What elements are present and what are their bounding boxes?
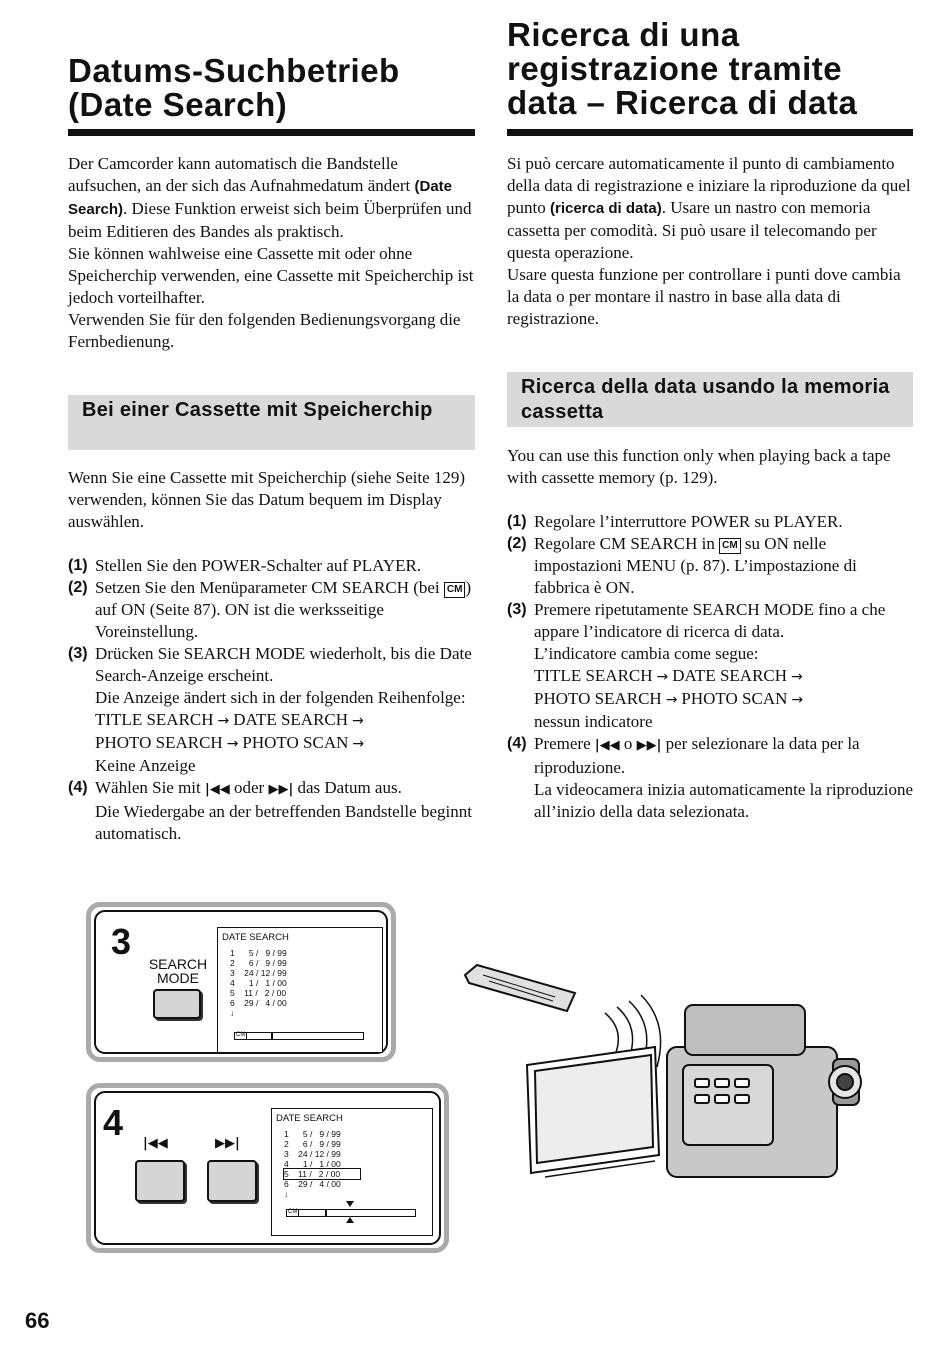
date-row: 1 5 / 9 / 99 bbox=[284, 1129, 341, 1139]
date-row: 4 1 / 1 / 00 bbox=[230, 978, 287, 988]
date-row: 6 29 / 4 / 00 bbox=[230, 998, 287, 1008]
previous-icon: |◀◀ bbox=[205, 782, 230, 797]
date-row: 4 1 / 1 / 00 bbox=[284, 1159, 341, 1169]
date-search-screen: DATE SEARCH 1 5 / 9 / 99 2 6 / 9 / 99 3 24 / 12 / 99 4 1 / 1 / 00 5 11 / 2 / 00 6 29 / 4 / 00 ↓ CM bbox=[271, 1108, 433, 1236]
search-mode-button[interactable] bbox=[153, 989, 201, 1019]
arrow-right-icon: → bbox=[352, 736, 365, 752]
figure-panel-step-4 bbox=[86, 1083, 449, 1253]
date-row: 5 11 / 2 / 00 bbox=[284, 1169, 360, 1179]
search-mode-label: SEARCH MODE bbox=[148, 956, 208, 986]
cassette-memory-icon: CM bbox=[444, 582, 466, 598]
arrow-right-icon: → bbox=[217, 713, 230, 729]
intro-paragraph-de: Der Camcorder kann automatisch die Bandstelle aufsuchen, an der sich das Aufnahmedatum ändert (Date Search). Diese Funktion erweist sich beim Überprüfen und beim Editieren des Bandes als praktisch. bbox=[68, 154, 472, 241]
more-arrow-icon: ↓ bbox=[230, 1008, 235, 1018]
intro-paragraph-2-de: Sie können wahlweise eine Cassette mit oder ohne Speicherchip verwenden, eine Cassette mit Speicherchip ist jedoch vorteilhafter. bbox=[68, 244, 474, 307]
position-marker-icon bbox=[346, 1201, 354, 1207]
title-rule-it bbox=[507, 129, 913, 136]
remote-control-icon bbox=[465, 965, 575, 1011]
sub-intro-de: Wenn Sie eine Cassette mit Speicherchip (siehe Seite 129) verwenden, können Sie das Datum bequem im Display auswählen. bbox=[68, 468, 466, 531]
arrow-right-icon: → bbox=[226, 736, 239, 752]
arrow-right-icon: → bbox=[791, 669, 803, 685]
figure-panel-step-3 bbox=[86, 902, 396, 1062]
page-number: 66 bbox=[25, 1308, 50, 1333]
arrow-right-icon: → bbox=[791, 692, 804, 708]
previous-icon: |◀◀ bbox=[143, 1136, 168, 1151]
date-row: 2 6 / 9 / 99 bbox=[284, 1139, 341, 1149]
intro-paragraph-3-de: Verwenden Sie für den folgenden Bedienungsvorgang die Fernbedienung. bbox=[68, 310, 461, 351]
intro-paragraph-it: Si può cercare automaticamente il punto di cambiamento della data di registrazione e iniziare la riproduzione da quel punto (ricerca di data). Usare un nastro con memoria cassetta per comodità. Si può usare il telecomando per questa operazione. bbox=[507, 154, 911, 262]
sub-intro-it: You can use this function only when playing back a tape with cassette memory (p. 129). bbox=[507, 446, 891, 487]
step-4-de: (4) Wählen Sie mit |◀◀ oder ▶▶| das Datum aus. Die Wiedergabe an der betreffenden Bandstelle beginnt automatisch. bbox=[68, 778, 472, 843]
step-3-it: (3) Premere ripetutamente SEARCH MODE fino a che appare l’indicatore di ricerca di data. L’indicatore cambia come segue: TITLE SEARCH → DATE SEARCH → PHOTO SEARCH → PHOTO SCAN → nessun indicatore bbox=[507, 600, 886, 731]
page-title-it: Ricerca di una registrazione tramite data – Ricerca di data bbox=[507, 16, 858, 121]
arrow-right-icon: → bbox=[352, 713, 364, 729]
next-icon: ▶▶| bbox=[636, 738, 662, 753]
date-list bbox=[230, 948, 287, 1018]
cassette-bar bbox=[286, 1209, 416, 1217]
date-row: 6 29 / 4 / 00 bbox=[284, 1179, 341, 1189]
step-2-de: (2) Setzen Sie den Menüparameter CM SEARCH (bei CM ) auf ON (Seite 87). ON ist die werksseitige Voreinstellung. bbox=[68, 578, 472, 641]
next-button[interactable] bbox=[207, 1160, 257, 1202]
more-arrow-icon: ↓ bbox=[284, 1189, 289, 1199]
arrow-right-icon: → bbox=[665, 692, 678, 708]
position-marker-icon bbox=[346, 1217, 354, 1223]
panel-number: 3 bbox=[111, 921, 132, 962]
date-row: 5 11 / 2 / 00 bbox=[230, 988, 287, 998]
cassette-bar bbox=[234, 1032, 364, 1040]
next-icon: ▶▶| bbox=[215, 1136, 240, 1151]
subheading-de: Bei einer Cassette mit Speicherchip bbox=[68, 395, 475, 450]
step-4-it: (4) Premere |◀◀ o ▶▶| per selezionare la data per la riproduzione. La videocamera inizia automaticamente la riproduzione all’inizio della data selezionata. bbox=[507, 734, 914, 821]
step-2-it: (2) Regolare CM SEARCH in CM su ON nelle impostazioni MENU (p. 87). L’impostazione di fabbrica è ON. bbox=[507, 534, 857, 597]
intro-paragraph-2-it: Usare questa funzione per controllare i punti dove cambia la data o per montare il nastro in base alla data di registrazione. bbox=[507, 265, 901, 328]
cassette-memory-icon: CM bbox=[288, 1209, 298, 1215]
date-list bbox=[284, 1129, 360, 1199]
cassette-memory-icon: CM bbox=[719, 538, 741, 554]
next-icon: ▶▶| bbox=[268, 782, 294, 797]
step-3-de: (3) Drücken Sie SEARCH MODE wiederholt, bis die Date Search-Anzeige erscheint. Die Anzeige ändert sich in der folgenden Reihenfolge: TITLE SEARCH → DATE SEARCH → PHOTO SEARCH → PHOTO SCAN → Keine Anzeige bbox=[68, 644, 472, 775]
date-row: 3 24 / 12 / 99 bbox=[230, 968, 287, 978]
date-row: 3 24 / 12 / 99 bbox=[284, 1149, 341, 1159]
panel-number: 4 bbox=[103, 1102, 124, 1143]
date-search-screen: DATE SEARCH 1 5 / 9 / 99 2 6 / 9 / 99 3 24 / 12 / 99 4 1 / 1 / 00 5 11 / 2 / 00 6 29 / 4 / 00 ↓ CM bbox=[217, 927, 383, 1053]
previous-button[interactable] bbox=[135, 1160, 185, 1202]
page-title-de: Datums-Suchbetrieb (Date Search) bbox=[68, 52, 400, 123]
step-1-it: (1) Regolare l’interruttore POWER su PLAYER. bbox=[507, 512, 843, 531]
date-row: 2 6 / 9 / 99 bbox=[230, 958, 287, 968]
title-rule-de bbox=[68, 129, 475, 136]
date-row: 1 5 / 9 / 99 bbox=[230, 948, 287, 958]
previous-icon: |◀◀ bbox=[594, 738, 620, 753]
subheading-it: Ricerca della data usando la memoria cassetta bbox=[507, 372, 913, 427]
camcorder-icon bbox=[527, 1005, 861, 1177]
cassette-memory-icon: CM bbox=[236, 1032, 246, 1038]
arrow-right-icon: → bbox=[656, 669, 669, 685]
step-1-de: (1) Stellen Sie den POWER-Schalter auf PLAYER. bbox=[68, 556, 422, 575]
camcorder-illustration bbox=[455, 955, 875, 1205]
